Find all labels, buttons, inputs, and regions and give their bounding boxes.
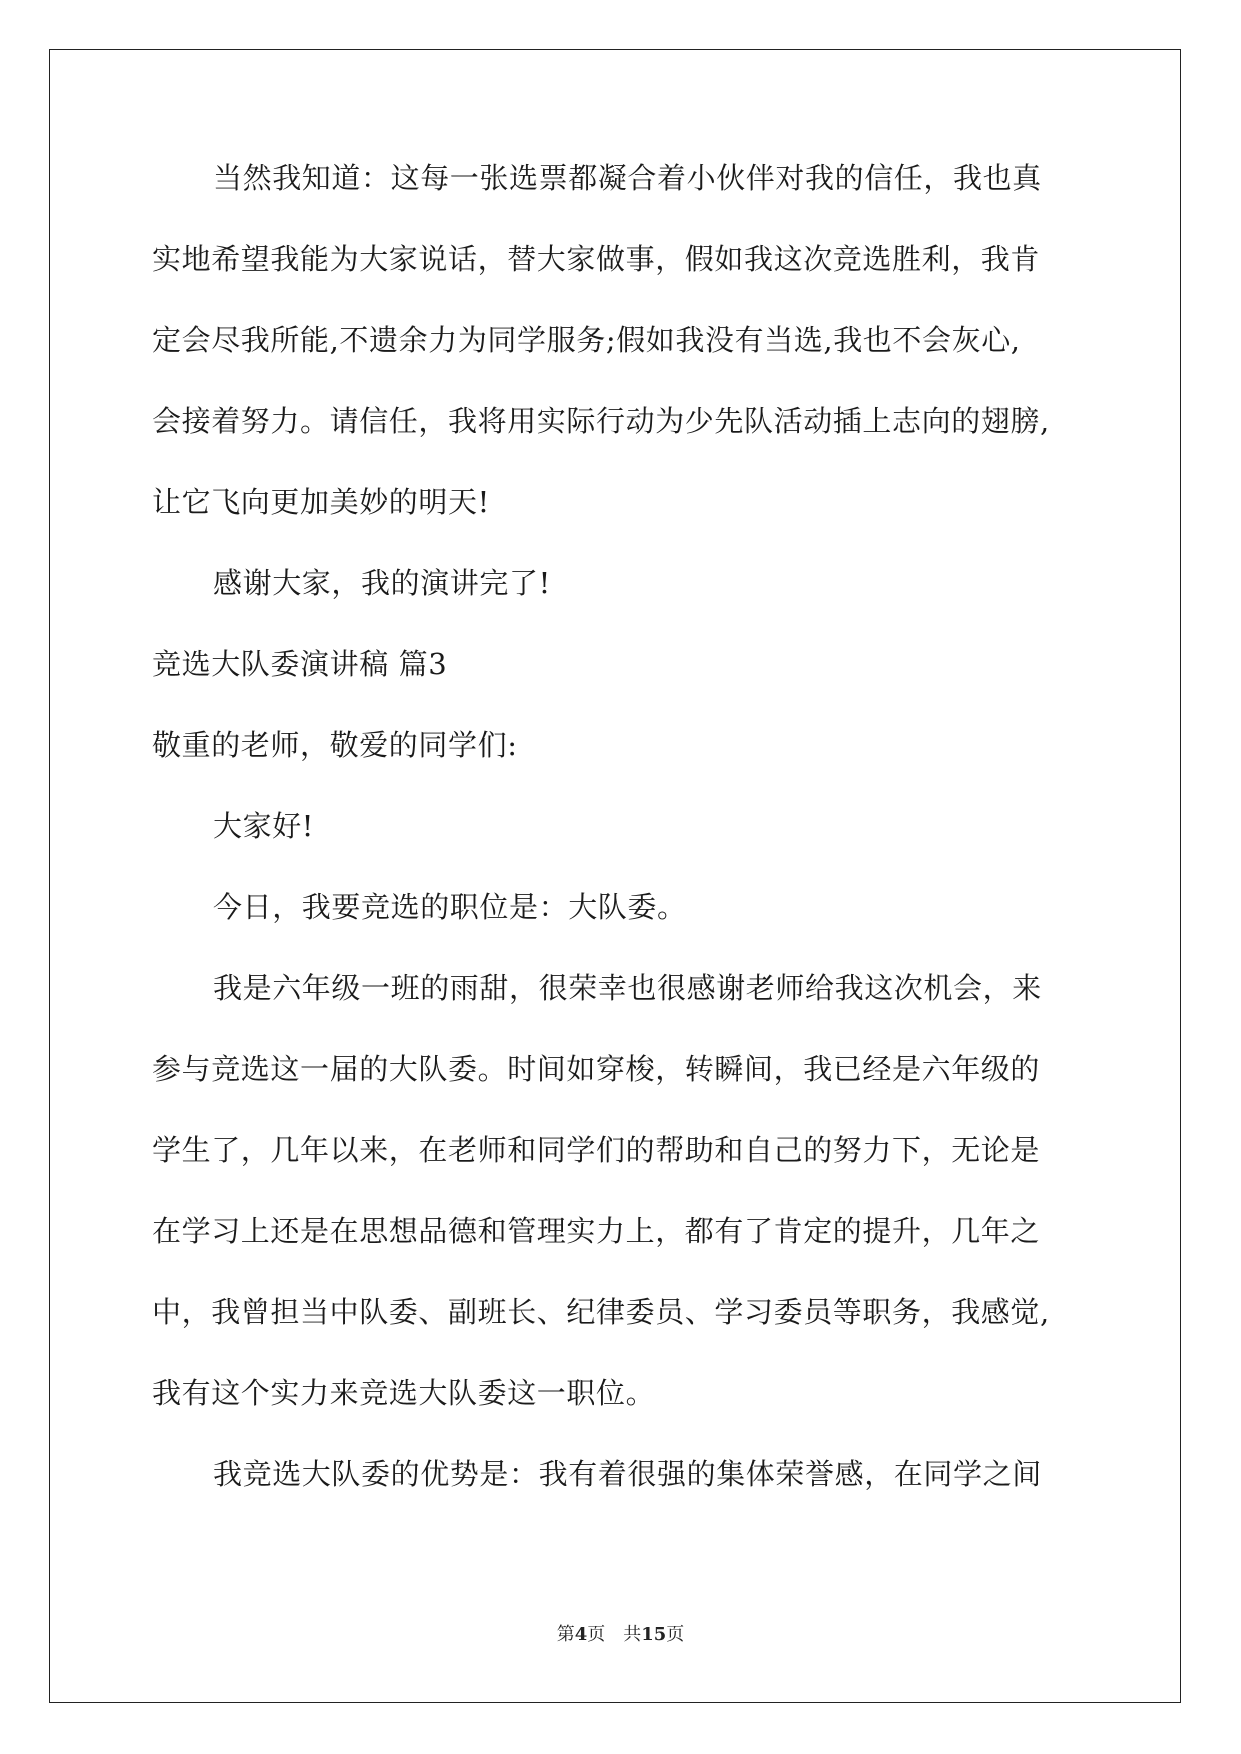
paragraph-line: 我有这个实力来竞选大队委这一职位。 (152, 1376, 656, 1410)
paragraph-line: 实地希望我能为大家说话，替大家做事，假如我这次竞选胜利，我肯 (152, 242, 1041, 276)
paragraph-line: 今日，我要竞选的职位是：大队委。 (213, 890, 687, 924)
footer-prefix: 第 (556, 1624, 575, 1645)
paragraph-line: 当然我知道：这每一张选票都凝合着小伙伴对我的信任，我也真 (213, 161, 1042, 195)
paragraph-line: 我是六年级一班的雨甜，很荣幸也很感谢老师给我这次机会，来 (213, 971, 1042, 1005)
footer-middle: 页 共 (587, 1624, 642, 1645)
page-footer (0, 1620, 1241, 1646)
current-page-number: 4 (574, 1624, 588, 1645)
document-body (152, 160, 1082, 1537)
paragraph-line: 中，我曾担当中队委、副班长、纪律委员、学习委员等职务，我感觉, (152, 1295, 1050, 1329)
paragraph-line: 让它飞向更加美妙的明天! (152, 485, 490, 519)
paragraph-line: 参与竞选这一届的大队委。时间如穿梭，转瞬间，我已经是六年级的 (152, 1052, 1041, 1086)
paragraph-line: 感谢大家，我的演讲完了! (213, 566, 551, 600)
paragraph-line: 定会尽我所能,不遗余力为同学服务;假如我没有当选,我也不会灰心, (152, 323, 1021, 357)
paragraph-line: 我竞选大队委的优势是：我有着很强的集体荣誉感，在同学之间 (213, 1457, 1042, 1491)
footer-suffix: 页 (666, 1624, 685, 1645)
paragraph-line: 会接着努力。请信任，我将用实际行动为少先队活动插上志向的翅膀, (152, 404, 1050, 438)
salutation: 敬重的老师，敬爱的同学们: (152, 728, 518, 762)
paragraph-line: 在学习上还是在思想品德和管理实力上，都有了肯定的提升，几年之 (152, 1214, 1041, 1248)
section-heading: 竞选大队委演讲稿 篇3 (152, 647, 448, 681)
paragraph-line: 学生了，几年以来，在老师和同学们的帮助和自己的努力下，无论是 (152, 1133, 1041, 1167)
total-page-count: 15 (641, 1624, 667, 1645)
greeting: 大家好! (213, 809, 315, 843)
